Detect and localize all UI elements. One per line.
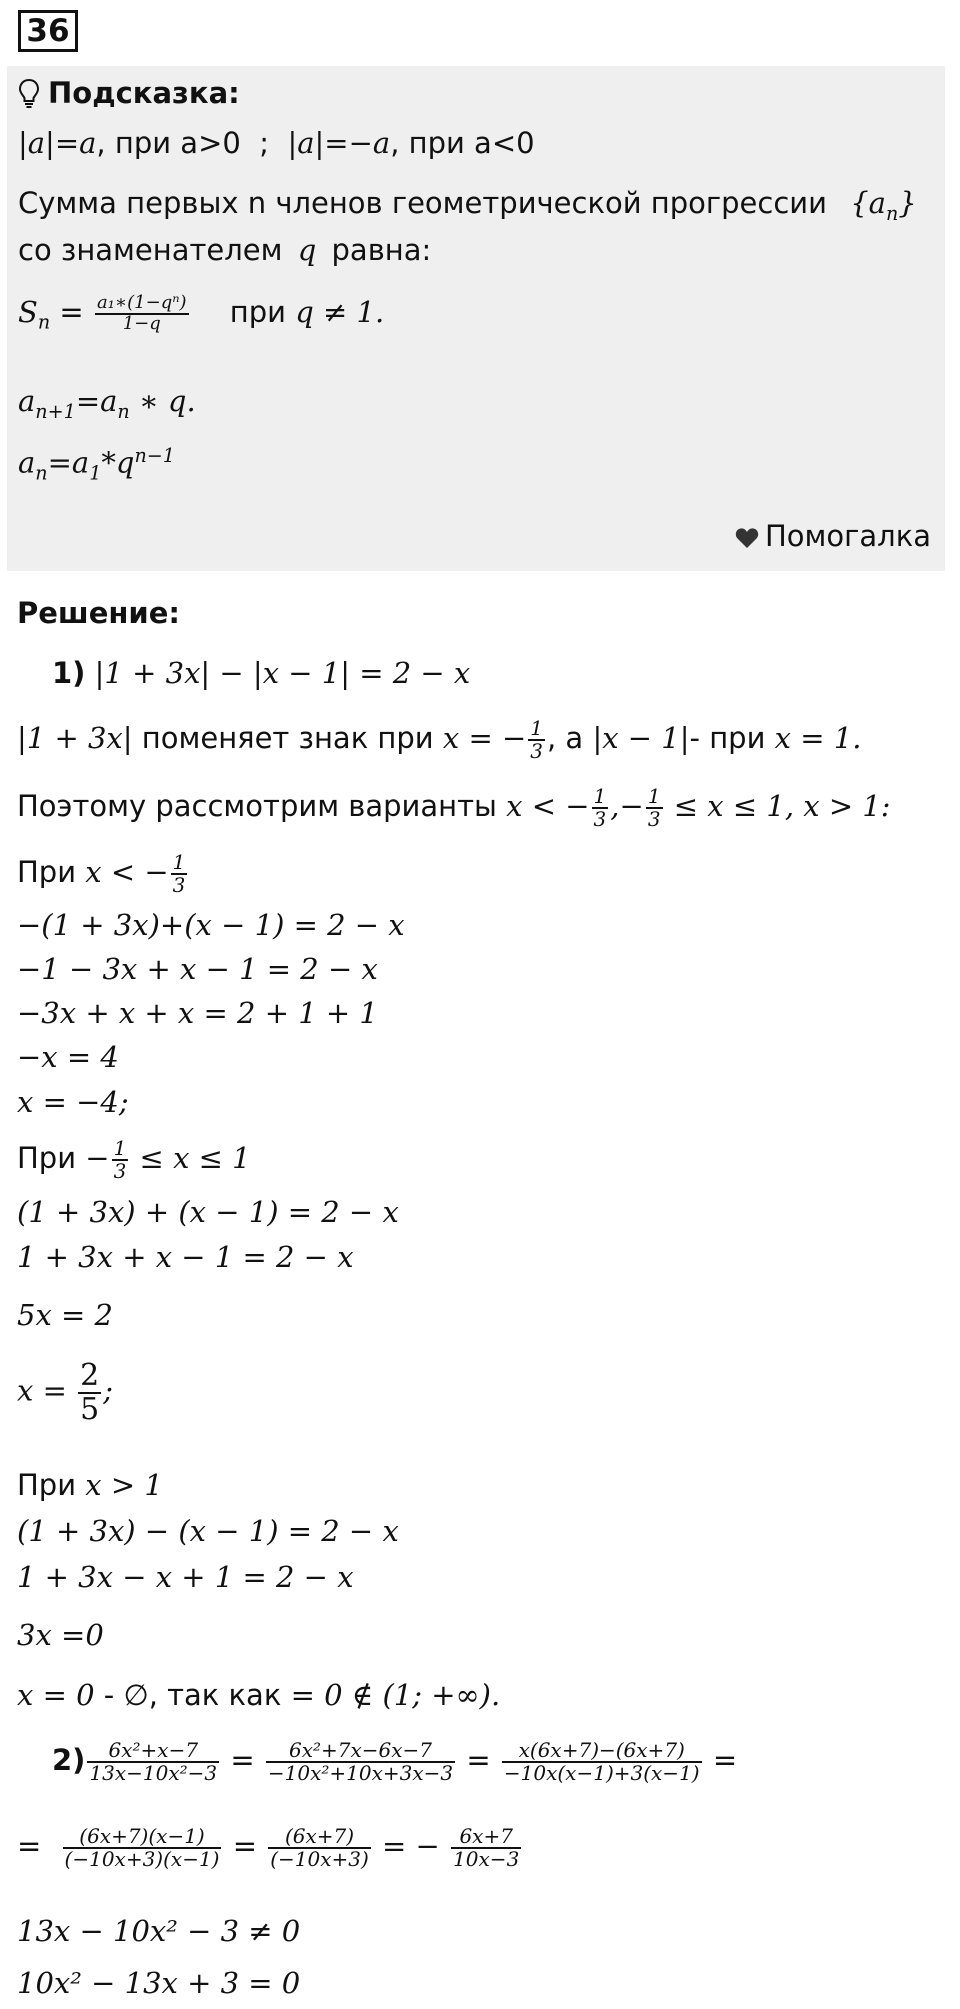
case2-line: 1 + 3x + x − 1 = 2 − x (17, 1240, 354, 1274)
sign-change-line: |1 + 3x| поменяет знак при x = − $\frac{1}{3}$ , а |x − 1|- при x = 1. (17, 716, 862, 763)
variants-line: Поэтому рассмотрим варианты x < − $\frac{1}{3}$ ,− $\frac{1}{3}$ ≤ x ≤ 1, x > 1: (17, 784, 891, 831)
hint-title: Подсказка: (48, 76, 240, 110)
formula-nth: $a_n=a_1*q^{n-1}$ (18, 444, 175, 485)
lightbulb-icon (18, 78, 40, 108)
sum-text-q: q (297, 233, 317, 267)
part1-equation (52, 656, 470, 690)
sn-fraction (95, 294, 189, 334)
case3-line: 1 + 3x − x + 1 = 2 − x (17, 1560, 354, 1594)
part2-line-2: = $\frac{(6x+7)(x-1)}{(-10x+3)(x-1)}$ = $\frac{(6x+7)}{(-10x+3)}$ = − $\frac{6x+7}{10x-3}$ (17, 1824, 520, 1871)
abs-rule (18, 126, 535, 160)
case2-line: (1 + 3x) + (x − 1) = 2 − x (17, 1195, 399, 1229)
part1-label: 1) (52, 656, 86, 690)
inequality-line: 13x − 10x² − 3 ≠ 0 (17, 1914, 301, 1948)
brand-label[interactable]: Помогалка (765, 519, 931, 553)
sn-cond-text: при (229, 294, 286, 329)
sum-text-2c: равна: (331, 233, 432, 267)
part2-label: 2) (52, 1743, 86, 1777)
sequence-symbol: $\{a_n\}$ (850, 186, 917, 225)
formula-sn (18, 294, 384, 334)
task-number-box: 36 (18, 10, 78, 52)
case1-line: −1 − 3x + x − 1 = 2 − x (17, 952, 378, 986)
sum-text-1: Сумма первых n членов геометрической прогрессии (18, 186, 827, 220)
part2-line-1: 2) $\frac{\text{6x²+x−7}}{\text{13x−10x²−3}}$ = $\frac{\text{6x²+7x−6x−7}}{\text{−10x²+10x+3x−3}}$ = $\frac{x(6x+7)-(6x+7)}{-10x(x-1)+3(x-1)}$ = (52, 1738, 738, 1785)
abs-rule-text-1: , при a>0 ; (96, 126, 288, 160)
abs-rule-text-2: , при a<0 (390, 126, 535, 160)
case1-header: При x < − $\frac{1}{3}$ (17, 850, 186, 897)
hint-panel (7, 66, 945, 571)
sn-eq: = (50, 294, 93, 329)
sum-text-line-2 (18, 233, 431, 267)
hint-title-line (18, 76, 240, 110)
sn-cond: q ≠ 1. (295, 294, 385, 329)
sn-den: 1−q (122, 312, 161, 334)
case3-line: (1 + 3x) − (x − 1) = 2 − x (17, 1514, 399, 1548)
sum-text-2a: со знаменателем (18, 233, 283, 267)
case2-header: При − $\frac{1}{3}$ ≤ x ≤ 1 (17, 1136, 251, 1183)
case1-result: x = −4; (17, 1085, 129, 1119)
abs-rule-pos: |a|=a (18, 126, 97, 160)
formula-next: $a_{n+1}=a_n$ ∗ q. (18, 384, 196, 423)
case2-line: 5x = 2 (17, 1298, 113, 1332)
solution-title: Решение: (17, 596, 181, 630)
sn-symbol: S (18, 294, 38, 329)
heart-icon (735, 527, 759, 549)
sn-num: a₁∗(1−qⁿ) (96, 292, 187, 313)
case1-line: −(1 + 3x)+(x − 1) = 2 − x (17, 908, 405, 942)
case3-header: При x > 1 (17, 1468, 163, 1502)
quadratic-line: 10x² − 13x + 3 = 0 (17, 1966, 301, 2000)
abs-rule-neg: |a|=−a (287, 126, 391, 160)
case3-result: x = 0 - ∅, так как = 0 ∉ (1; +∞). (17, 1678, 501, 1712)
case2-result: x = $\frac{2}{5}$ ; (17, 1358, 113, 1427)
case1-line: −x = 4 (17, 1040, 119, 1074)
brand-link[interactable] (735, 519, 931, 553)
sum-text-line-1 (18, 186, 917, 225)
case3-line: 3x =0 (17, 1618, 104, 1652)
sn-sub: n (37, 310, 51, 334)
case1-line: −3x + x + x = 2 + 1 + 1 (17, 996, 378, 1030)
part1-eq: |1 + 3x| − |x − 1| = 2 − x (94, 656, 471, 690)
